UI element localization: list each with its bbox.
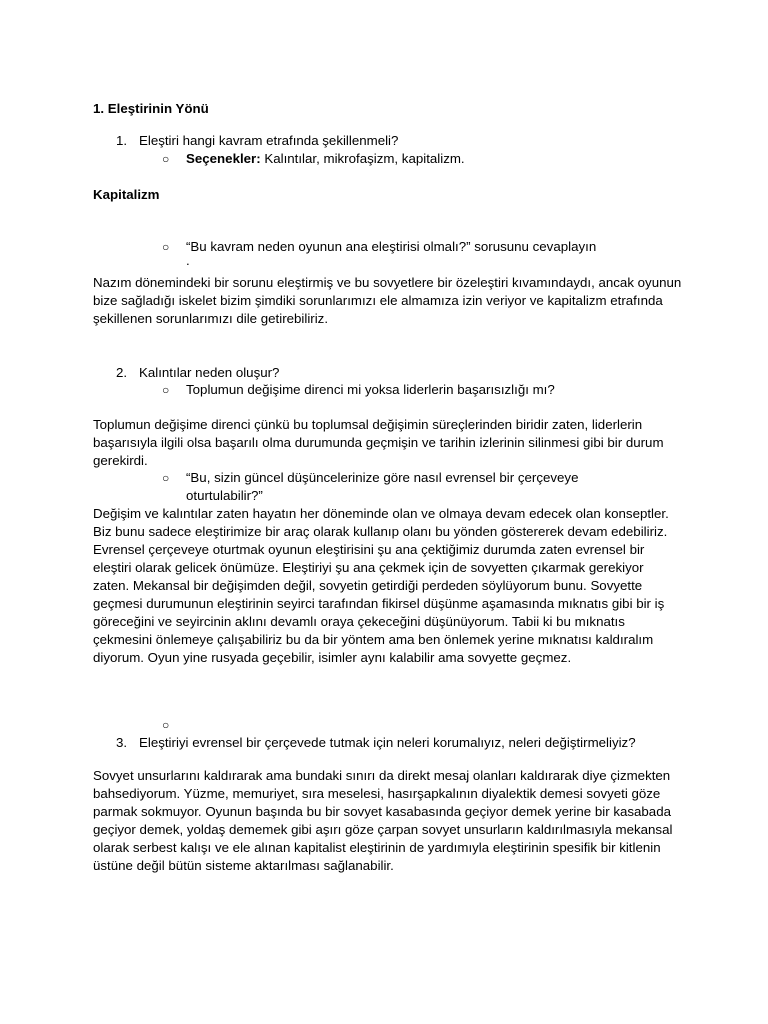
answer-paragraph-2: Toplumun değişime direnci çünkü bu toplumsal değişimin süreçlerinden biridir zaten, liderlerin başarısıyla ilgili olsa başarılı olma durumunda geçmişin ve tarihin izlerinin silinmesi gibi bir durum gerekirdi. bbox=[93, 417, 664, 468]
stray-dot: . bbox=[186, 253, 190, 268]
answer-paragraph-3: Değişim ve kalıntılar zaten hayatın her döneminde olan ve olmaya devam edecek olan konseptler. Biz bunu sadece eleştirimize bir araç olarak kullanıp olanı bu yönden göstererek devam edebiliriz. Evrensel çerçeveye oturtmak oyunun eleştirisini şu ana çektiğimiz durumda zaten evrensel bir eleştiri olarak gelicek önümüze. Eleştiriyi şu ana çekmek için de sovyetten çıkarmak gerekiyor zaten. Mekansal bir değişimden değil, sovyetin getirdiği perdeden söylüyorum bunu. Sovyette geçmesi durumunun eleştirinin seyirci tarafından fikirsel düşünme aşamasında mıknatıs gibi bir iş göreceğini ve seyircinin aklını devamlı oraya çekeceğini düşünüyorum. Tabii ki bu mıknatıs çekmesini önlemeye çalışabiliriz bu da bir yöntem ama ben önlemek yerine mıknatısı kaldıralım diyorum. Oyun yine rusyada geçebilir, isimler aynı kalabilir ama sovyette geçmez. bbox=[93, 506, 669, 665]
answer-paragraph-1: Nazım dönemindeki bir sorunu eleştirmiş ve bu sovyetlere bir özeleştiri kıvamındaydı, ancak oyunun bize sağladığı iskelet bizim şimdiki sorunlarımızı ele almamıza izin veriyor ve kapitalizm etrafında şekillenen sorunlarımızı dile getirebiliriz. bbox=[93, 275, 682, 326]
options-line bbox=[186, 150, 465, 168]
empty-bullet-icon: ○ bbox=[162, 718, 170, 732]
sub-question-3-line-2: oturtulabilir?” bbox=[186, 488, 263, 503]
question-2-text: Kalıntılar neden oluşur? bbox=[139, 365, 280, 380]
bullet-icon: ○ bbox=[162, 383, 170, 397]
sub-question-1: “Bu kavram neden oyunun ana eleştirisi olmalı?” sorusunu cevaplayın bbox=[186, 239, 597, 254]
section-heading: 1. Eleştirinin Yönü bbox=[93, 101, 209, 116]
bullet-icon: ○ bbox=[162, 152, 170, 166]
sub-question-2: Toplumun değişime direnci mi yoksa liderlerin başarısızlığı mı? bbox=[186, 382, 555, 397]
answer-paragraph-4: Sovyet unsurlarını kaldırarak ama bundaki sınırı da direkt mesaj olanları kaldırarak diye çizmekten bahsediyorum. Yüzme, memuriyet, sıra meselesi, hasırşapkalının diyalektik demesi sovyeti göze parmak sokmuyor. Oyunun başında bu bir sovyet kasabasında geçiyor demek yerine bir kasabada geçiyor demek, yoldaş dememek gibi aşırı göze çarpan sovyet unsurların kaldırılmasıyla mekansal olarak serbest kalışı ve ele alınan kapitalist eleştirinin de yardımıyla eleştirinin spesifik bir kitlenin üstüne değil bütün sisteme aktarılması sağlanabilir. bbox=[93, 768, 673, 873]
answer-1-title: Kapitalizm bbox=[93, 187, 160, 202]
question-1-text: Eleştiri hangi kavram etrafında şekillenmeli? bbox=[139, 133, 399, 148]
options-text: Kalıntılar, mikrofaşizm, kapitalizm. bbox=[260, 151, 465, 166]
question-3-number: 3. bbox=[116, 735, 128, 750]
question-3-text: Eleştiriyi evrensel bir çerçevede tutmak için neleri korumalıyız, neleri değiştirmeliyiz? bbox=[139, 735, 636, 750]
bullet-icon: ○ bbox=[162, 471, 170, 485]
sub-question-3-line-1: “Bu, sizin güncel düşüncelerinize göre nasıl evrensel bir çerçeveye bbox=[186, 470, 579, 485]
question-1-number: 1. bbox=[116, 133, 128, 148]
bullet-icon: ○ bbox=[162, 240, 170, 254]
question-2-number: 2. bbox=[116, 365, 128, 380]
options-label: Seçenekler: bbox=[186, 151, 261, 166]
